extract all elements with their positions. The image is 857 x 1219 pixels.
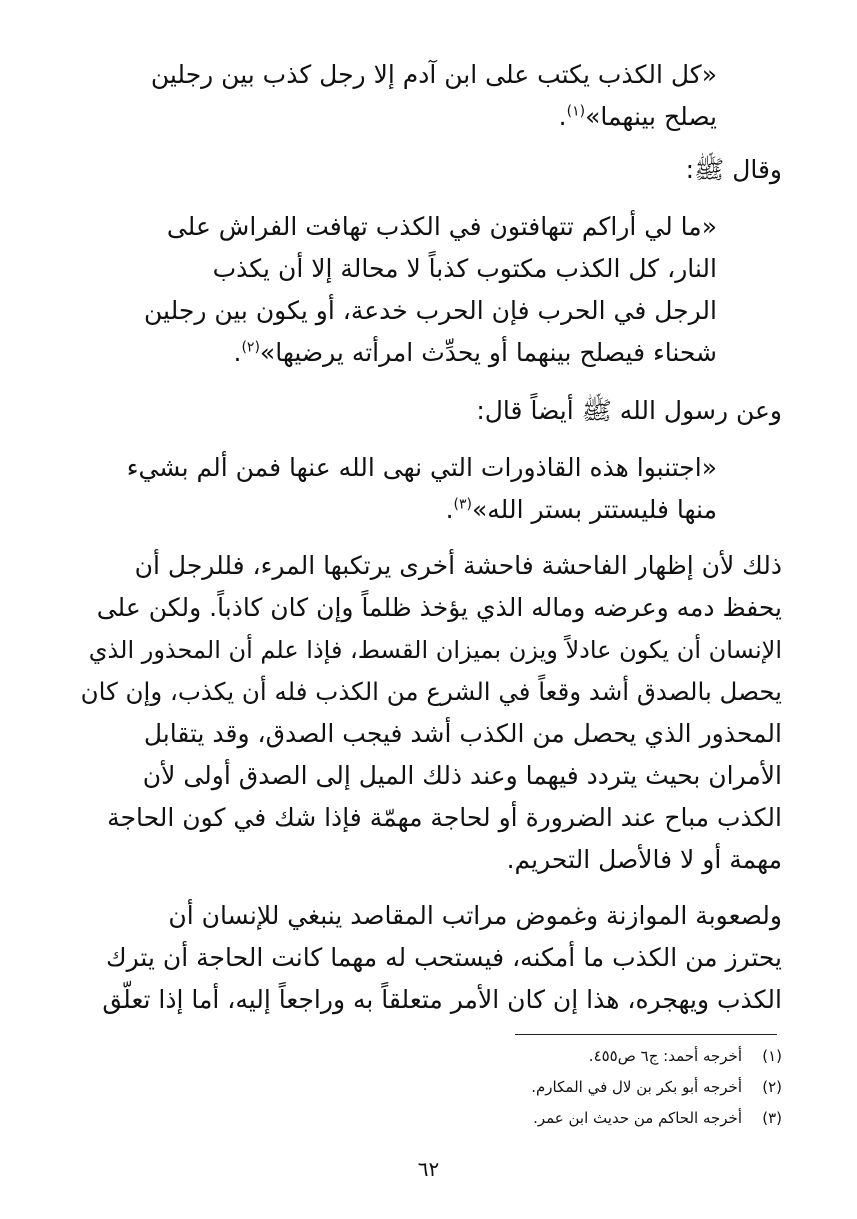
quote2-end: .	[233, 338, 242, 367]
quote3-end: .	[445, 495, 454, 524]
quote1-line1: «كل الكذب يكتب على ابن آدم إلا رجل كذب بين رجلين	[150, 60, 717, 89]
quote2-line4	[82, 335, 717, 371]
footnote-2	[531, 1077, 782, 1097]
quote1-line2-text: يصلح بينهما»	[585, 102, 717, 131]
quote3-line2	[82, 492, 717, 528]
footnote-2-text: أخرجه أبو بكر بن لال في المكارم.	[531, 1078, 742, 1096]
para1-line7: الكذب مباح عند الضرورة أو لحاجة مهمّة فإذا شك في كون الحاجة	[107, 803, 782, 832]
quote3-line1: «اجتنبوا هذه القاذورات التي نهى الله عنها فمن ألم بشيء	[126, 453, 717, 482]
para1-line2: يحفظ دمه وعرضه وماله الذي يؤخذ ظلماً وإن كان كاذباً. ولكن على	[96, 593, 782, 622]
para1-line6: الأمران بحيث يتردد فيهما وعند ذلك الميل إلى الصدق أولى لأن	[142, 761, 782, 790]
page-number: ٦٢	[417, 1157, 440, 1181]
footnote-2-number: (٢)	[762, 1078, 782, 1096]
quote1-line2	[82, 99, 717, 135]
para2-line2: يحترز من الكذب ما أمكنه، فيستحب له مهما كانت الحاجة أن يترك	[106, 943, 782, 972]
footnote-ref-1: (١)	[566, 103, 586, 120]
para1-line4: يحصل بالصدق أشد وقعاً في الشرع من الكذب فله أن يكذب، وإن كان	[80, 677, 782, 706]
para1-line5: المحذور الذي يحصل من الكذب أشد فيجب الصدق، وقد يتقابل	[143, 719, 782, 748]
footnote-3	[533, 1108, 782, 1128]
footnote-separator	[515, 1034, 777, 1035]
intro-3: وعن رسول الله ﷺ أيضاً قال:	[476, 396, 782, 425]
footnote-ref-2: (٢)	[241, 339, 260, 356]
footnote-1	[589, 1046, 782, 1066]
quote2-line3: الرجل في الحرب فإن الحرب خدعة، أو يكون بين رجلين	[144, 296, 717, 325]
quote3-line2-text: منها فليستتر بستر الله»	[471, 495, 717, 524]
footnote-ref-3: (٣)	[453, 496, 472, 513]
intro-2: وقال ﷺ:	[685, 155, 782, 184]
quote2-line4-text: شحناء فيصلح بينهما أو يحدِّث امرأته يرضيها»	[259, 338, 717, 367]
para1-line1: ذلك لأن إظهار الفاحشة فاحشة أخرى يرتكبها المرء، فللرجل أن	[134, 551, 782, 580]
quote2-line2: النار، كل الكذب مكتوب كذباً لا محالة إلا أن يكذب	[212, 254, 717, 283]
quote2-line1: «ما لي أراكم تتهافتون في الكذب تهافت الفراش على	[166, 212, 717, 241]
footnote-3-number: (٣)	[762, 1109, 782, 1127]
para1-line3: الإنسان أن يكون عادلاً ويزن بميزان القسط، فإذا علم أن المحذور الذي	[88, 636, 782, 664]
footnote-1-number: (١)	[762, 1047, 782, 1065]
quote1-end: .	[558, 102, 567, 131]
para2-line1: ولصعوبة الموازنة وغموض مراتب المقاصد ينبغي للإنسان أن	[168, 901, 782, 930]
footnote-1-text: أخرجه أحمد: ج٦ ص٤٥٥.	[588, 1047, 742, 1065]
para1-line8: مهمة أو لا فالأصل التحريم.	[506, 845, 782, 874]
para2-line3: الكذب ويهجره، هذا إن كان الأمر متعلقاً به وراجعاً إليه، أما إذا تعلّق	[102, 985, 782, 1014]
footnote-3-text: أخرجه الحاكم من حديث ابن عمر.	[533, 1109, 742, 1127]
